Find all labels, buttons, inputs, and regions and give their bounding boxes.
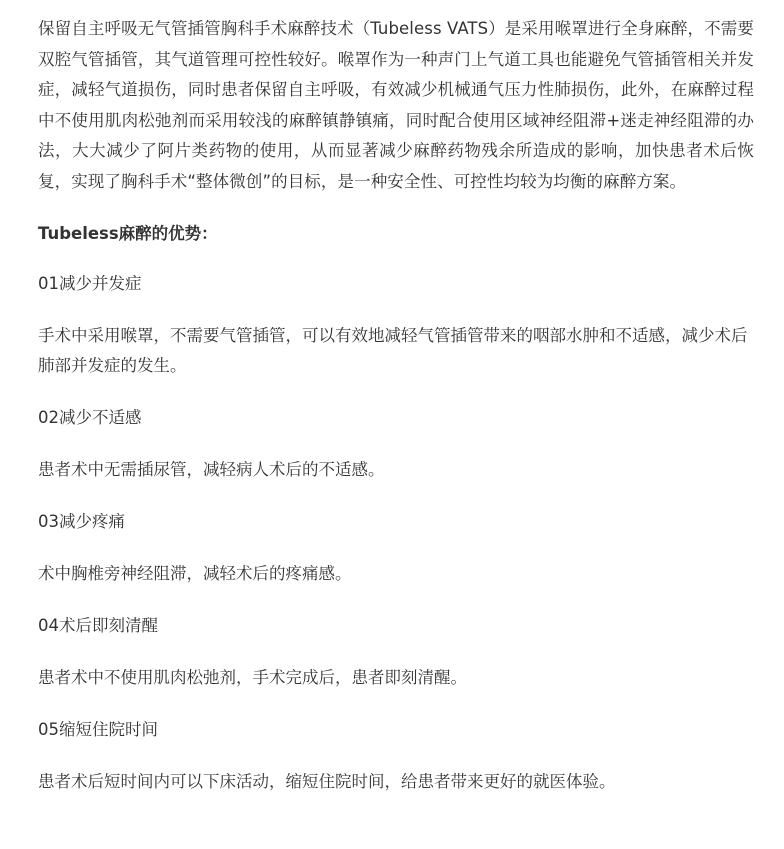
advantage-title-4: 04术后即刻清醒 xyxy=(38,616,158,635)
advantage-desc-3: 术中胸椎旁神经阻滞，减轻术后的疼痛感。 xyxy=(38,564,352,583)
advantages-heading: Tubeless麻醉的优势： xyxy=(38,224,218,243)
advantage-title-1: 01减少并发症 xyxy=(38,274,142,293)
advantage-title-3: 03减少疼痛 xyxy=(38,512,125,531)
advantage-desc-1: 手术中采用喉罩，不需要气管插管，可以有效地减轻气管插管带来的咽部水肿和不适感，减少术后肺部并发症的发生。 xyxy=(38,326,748,375)
advantage-title-5: 05缩短住院时间 xyxy=(38,720,158,739)
intro-paragraph: 保留自主呼吸无气管插管胸科手术麻醉技术（Tubeless VATS）是采用喉罩进行全身麻醉，不需要双腔气管插管，其气道管理可控性较好。喉罩作为一种声门上气道工具也能避免气管插管相关并发症，减轻气道损伤，同时患者保留自主呼吸，有效减少机械通气压力性肺损伤，此外，在麻醉过程中不使用肌肉松弛剂而采用较浅的麻醉镇静镇痛，同时配合使用区域神经阻滞+迷走神经阻滞的办法，大大减少了阿片类药物的使用，从而显著减少麻醉药物残余所造成的影响，加快患者术后恢复，实现了胸科手术“整体微创”的目标，是一种安全性、可控性均较为均衡的麻醉方案。 xyxy=(38,19,754,191)
advantage-title-2: 02减少不适感 xyxy=(38,408,142,427)
advantage-desc-4: 患者术中不使用肌肉松弛剂，手术完成后，患者即刻清醒。 xyxy=(38,668,467,687)
advantage-desc-5: 患者术后短时间内可以下床活动，缩短住院时间，给患者带来更好的就医体验。 xyxy=(38,772,616,791)
advantage-desc-2: 患者术中无需插尿管，减轻病人术后的不适感。 xyxy=(38,460,385,479)
